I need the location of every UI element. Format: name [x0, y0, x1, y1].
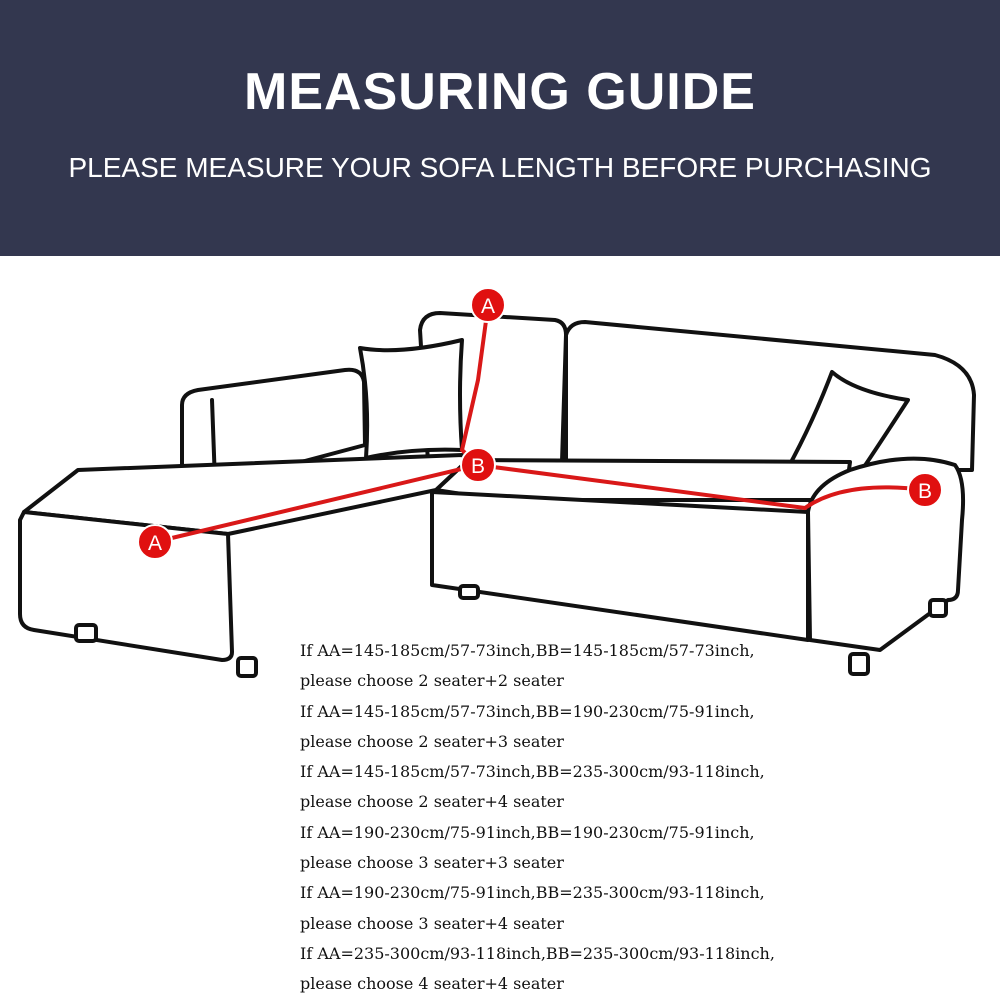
page-subtitle: PLEASE MEASURE YOUR SOFA LENGTH BEFORE PURCHASING — [68, 152, 932, 183]
note-line: please choose 3 seater+4 seater — [300, 913, 564, 933]
note-line: If AA=145-185cm/57-73inch,BB=235-300cm/93-118inch, — [300, 762, 765, 782]
marker-a-chaise — [138, 525, 172, 559]
marker-label: A — [147, 532, 163, 555]
note-line: If AA=190-230cm/75-91inch,BB=190-230cm/75-91inch, — [300, 822, 755, 842]
note-line: please choose 2 seater+4 seater — [300, 792, 564, 812]
marker-label: A — [480, 295, 496, 318]
note-line: please choose 2 seater+2 seater — [300, 671, 564, 691]
note-line: please choose 3 seater+3 seater — [300, 853, 564, 873]
note-line: If AA=145-185cm/57-73inch,BB=145-185cm/57-73inch, — [300, 641, 755, 660]
size-guide-notes — [300, 636, 775, 1000]
marker-b-corner — [461, 448, 495, 482]
note-line: please choose 2 seater+3 seater — [300, 731, 564, 751]
note-line: If AA=190-230cm/75-91inch,BB=235-300cm/93-118inch, — [300, 883, 765, 903]
note-line: please choose 4 seater+4 seater — [300, 974, 564, 994]
marker-label: B — [470, 455, 486, 478]
marker-b-arm — [908, 473, 942, 507]
page-title: MEASURING GUIDE — [244, 63, 756, 121]
note-line: If AA=145-185cm/57-73inch,BB=190-230cm/75-91inch, — [300, 701, 755, 721]
note-line: If AA=235-300cm/93-118inch,BB=235-300cm/93-118inch, — [300, 943, 775, 963]
header-banner — [0, 0, 1000, 256]
marker-a-top — [471, 288, 505, 322]
marker-label: B — [917, 480, 933, 503]
